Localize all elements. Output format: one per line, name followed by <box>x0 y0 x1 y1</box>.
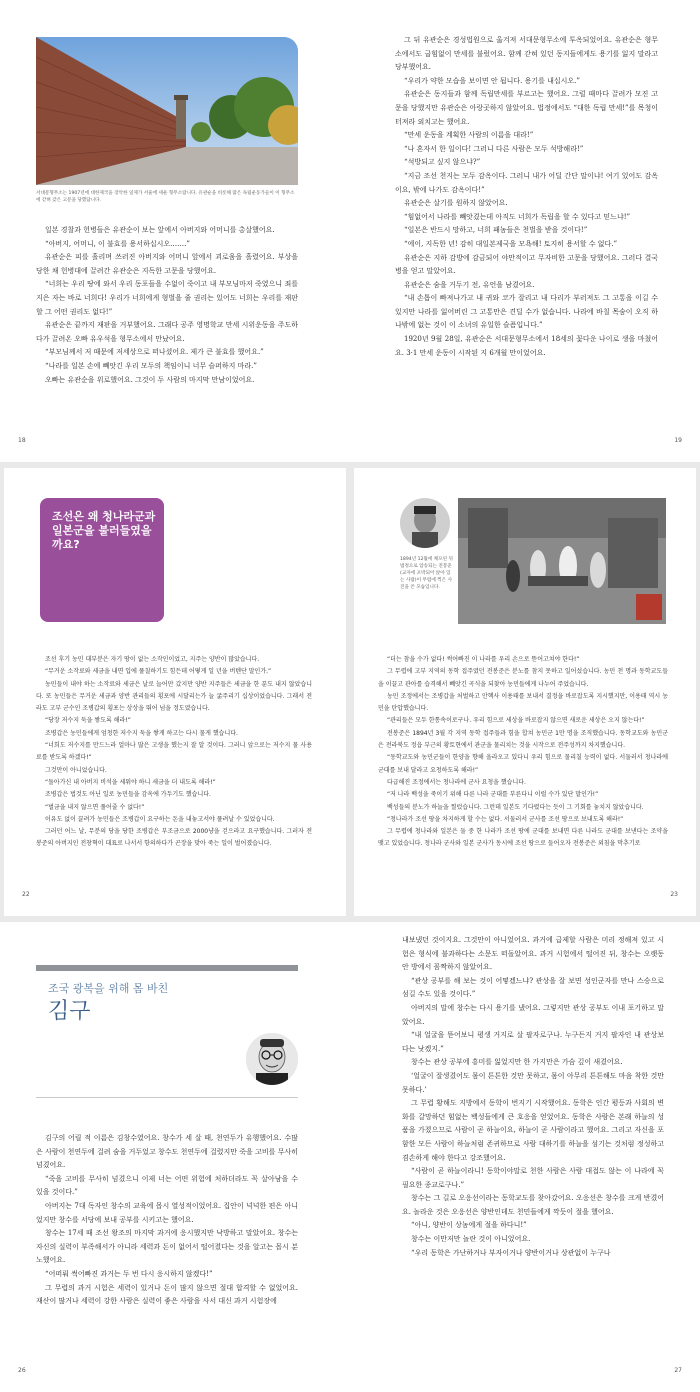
paragraph: 내보냈던 것이지요. 그것만이 아니었어요. 과거에 급제할 사람은 미리 정해져 있고 시험은 형식에 불과하다는 소문도 떠돌았어요. 과거 시험에서 떨어진 뒤, 창수는 오랫동안 방에서 꼼짝하지 않았어요. <box>402 936 664 972</box>
historic-photo <box>458 498 666 624</box>
paragraph: “만세 운동을 계획한 사람의 이름을 대라!” <box>404 131 534 140</box>
paragraph: 아버지의 말에 창수는 다시 용기를 냈어요. 그렇지만 관상 공부도 이내 포기하고 말았어요. <box>402 1003 664 1026</box>
paragraph: 그러던 어느 날, 무분의 당을 당한 조병갑은 부조금으로 2000냥을 걷으라고 요구했습니다. 그러자 전봉준의 아버지인 전창혁이 대표로 나서서 항의하다가 곤장을 맞아 죽는 일이 벌어졌습니다. <box>36 828 312 848</box>
paragraph: 창수는 그 길로 오응선이라는 동학교도를 찾아갔어요. 오응선은 창수를 크게 반겼어요. 놀라운 것은 오응선은 양반인데도 천민들에게 깍듯이 절을 했어요. <box>402 1194 664 1216</box>
paragraph: 아버지는 7대 독자인 창수의 교육에 몹시 열성적이었어요. 집안이 넉넉한 편은 아니었지만 창수를 서당에 보내 공부를 시키고는 했어요. <box>36 1201 298 1224</box>
paragraph: “에이, 지독한 년! 감히 대일본제국을 모욕해! 토지히 용서할 수 없다.” <box>404 239 618 248</box>
paragraph: “돌아가신 내 아버지 비석을 세워야 하니 세금을 더 내도록 해라!” <box>45 778 216 786</box>
photo-caption: 1894년 12월에 체포된 뒤 법정으로 압송되는 전봉준(교자에 포박되어 앉아 있는 사람)이 무렵에 찍은 사진을 쓴 모습입니다. <box>400 557 453 590</box>
paragraph: “무거운 소작료와 세금을 내면 입에 풀칠하기도 힘든데 어떻게 일 년을 버텐단 말인가.” <box>45 668 272 676</box>
page-18 <box>0 0 350 462</box>
paragraph: 조병갑은 법것도 아닌 일로 농민들을 감옥에 가두기도 했습니다. <box>45 791 211 799</box>
jeon-bongjun-portrait <box>400 498 450 548</box>
page-26 <box>0 922 350 1392</box>
paragraph: 농민들이 내야 하는 소작료와 세금은 날로 늘어만 갔지만 양반 지주들은 세금을 한 푼도 내지 않았습니다. 또 농민들은 무거운 세금과 양반 관리들의 횡포에 시달리는가 늘 굶주리기 십상이었습니다. 그래서 전라도 고부 군수인 조병갑의 횡포는 상상을 뛰어 넘을 정도였습니다. <box>36 680 312 713</box>
portrait-image <box>400 498 450 548</box>
page-number: 26 <box>18 1367 26 1374</box>
paragraph: 유관순은 살기를 원하지 않았어요. <box>404 199 508 208</box>
page-19 <box>350 0 700 462</box>
paragraph: 창수는 이만저만 놀란 것이 아니었어요. <box>411 1235 531 1244</box>
page-number: 23 <box>670 891 678 898</box>
chapter-title: 김구 <box>48 999 91 1024</box>
page-number: 19 <box>674 437 682 444</box>
body-text <box>36 224 298 387</box>
paragraph: “내 손톱이 빠져나가고 내 귀와 코가 잘리고 내 다리가 부러져도 그 고통을 이길 수 있지만 나라를 잃어버린 그 고통만은 견딜 수가 없습니다. 나라에 바칠 목숨이 오직 하나밖에 없는 것이 이 소녀의 유일한 슬픔입니다.” <box>395 294 658 330</box>
paragraph: “너희도 저수지를 만드느라 얼마나 많은 고생을 했는지 잘 알 것이다. 그러니 앞으로는 저수지 물 사용료를 받도록 하겠다!” <box>36 742 312 762</box>
paragraph: 유관순은 끝까지 재판을 거부했어요. 그래다 공주 영명학교 만세 시위운동을 주도하다가 끌려온 오빠 유우석을 형무소에서 만났어요. <box>36 321 298 343</box>
body-text <box>402 934 664 1260</box>
paragraph: 김구의 어릴 적 이름은 김창수였어요. 창수가 세 살 때, 천연두가 유행했어요. 수많은 사람이 천연두에 걸려 숨을 거두었고 창수도 천연두에 걸렸지만 죽을 고비를 무사히 넘겼어요. <box>36 1134 298 1170</box>
paragraph: “죽을 고비를 무사히 넘겼으니 이제 너는 어떤 위험에 처하더라도 꼭 살아남을 수 있을 것이다.” <box>36 1174 298 1197</box>
paragraph: 그 무렵에 청나라와 일본은 둘 중 한 나라가 조선 땅에 군대를 보내면 다른 나라도 군대를 보낸다는 조약을 맺고 있었습니다. 청나라 군사와 일본 군사가 동시에 조선 땅으로 들어오자 전봉준은 외침을 막추기로 <box>378 828 668 848</box>
paragraph: 유관순은 동지들과 함께 독립만세를 부르고는 했어요. 그럴 때마다 끌려가 모진 고문을 당했지만 유관순은 아랑곳하지 않았어요. 법정에서도 “대한 독립 만세!”를 목청이 터져라 외치고는 했어요. <box>395 90 658 126</box>
question-title: 조선은 왜 청나라군과 일본군을 불러들였을까요? <box>52 510 156 551</box>
page-23 <box>354 468 696 916</box>
paragraph: “우리 동학은 가난하거나 부자이거나 양반이거나 상관없이 누구나 <box>411 1248 611 1257</box>
page-22 <box>4 468 346 916</box>
paragraph: “저 나라 백성을 죽이기 위해 다른 나라 군대를 부른다니 이럴 수가 있단 말인가!” <box>387 791 599 799</box>
paragraph: 유관순은 피를 흘리며 쓰러진 아버지와 어머니 앞에서 괴로움을 흘렸어요. 부상을 당한 채 헌병대에 끌려간 유관순은 지독한 고문을 당했어요. <box>36 253 298 275</box>
paragraph: “당장 저수지 둑을 쌓도록 해라!” <box>45 717 131 725</box>
paragraph: “어떠뤄 썩어빠진 과거는 두 번 다시 응시하지 않겠다!” <box>45 1269 213 1278</box>
paragraph: “더는 참을 수가 없다! 썩어빠진 이 나라를 우리 손으로 뜯어고쳐야 한다!” <box>387 656 580 663</box>
photo-caption: 서대문형무소는 1907년에 대한제국을 장악한 일제가 서울에 세운 형무소랍니다. 유관순을 비롯해 많은 독립운동가들이 이 형무소에 갇혀 갖은 고문을 당했답니다. <box>36 191 295 203</box>
paragraph: “석방되고 싶지 않으냐?” <box>404 158 481 167</box>
paragraph: “관리들은 모두 한통속이로구나. 우리 힘으로 세상을 바로잡지 않으면 새로운 세상은 오지 않는다!” <box>387 717 645 725</box>
paragraph: 유관순은 지하 감방에 감금되어 야만적이고 무자비한 고문을 당했어요. 그러다 결국 병을 얻고 말았어요. <box>395 253 658 276</box>
paragraph: “아니, 양반이 상놈에게 절을 하다니!” <box>411 1221 527 1230</box>
prison-wall-photo <box>36 37 298 185</box>
paragraph: ‘얼굴이 잘생겼어도 몸이 튼튼한 것만 못하고, 몸이 아무리 튼튼해도 마음 착한 것만 못하다.’ <box>402 1071 664 1094</box>
prison-wall-image <box>36 37 298 185</box>
body-text <box>395 34 658 360</box>
paragraph: 그 무렵의 과거 시험은 세력이 있거나 돈이 많지 않으면 절대 합격할 수 없었어요. 재산이 많거나 세력이 강한 사람은 실력이 좋은 사람을 사서 대신 과거 시험장에 <box>36 1283 298 1306</box>
paragraph: 조병갑은 농민들에게 엄청한 저수지 둑을 쌓게 하고는 다시 물게 했습니다. <box>45 729 238 737</box>
title-rule <box>36 965 298 971</box>
paragraph: “청나라가 조선 땅을 차지하게 할 수는 없다. 서둘러서 군사를 조선 땅으로 보내도록 해라!” <box>387 815 624 823</box>
page-number: 22 <box>22 891 30 898</box>
paragraph: 백성들의 분노가 하늘을 찔렀습니다. 그런데 일본도 기다렸다는 듯이 그 기회를 놓치지 않았습니다. <box>387 803 644 811</box>
paragraph: 일본 경찰과 헌병들은 유관순이 보는 앞에서 아버지와 어머니를 총살했어요. <box>45 226 275 234</box>
historic-photo-image <box>458 498 666 624</box>
page-number: 18 <box>18 437 26 444</box>
paragraph: “힘없어서 나라를 빼앗겼는데 아직도 너희가 독립을 할 수 있다고 믿느냐!” <box>404 212 631 221</box>
spread-3 <box>0 922 700 1392</box>
paragraph: 창수는 관상 공부에 흥미를 잃었지만 한 가지만은 가슴 깊이 새겼어요. <box>411 1058 623 1067</box>
kim-gu-avatar <box>246 1033 298 1085</box>
paragraph: “나 혼자서 한 일이다! 그러니 다른 사람은 모두 석방해라!” <box>404 144 584 153</box>
paragraph: “내 얼굴을 뜯어보니 평생 거지로 살 팔자로구나. 누구든지 거지 팔자인 내 관상보다는 낫겠지.” <box>402 1031 664 1053</box>
paragraph: “너희는 우리 땅에 와서 우리 동포들을 수없이 죽이고 내 부모님마저 죽였으니 죄를 지은 자는 바로 너희다! 우리가 너희에게 형벌을 줄 권리는 있어도 너희는 우리를 재판할 그 어떤 권리도 없다!” <box>36 280 298 316</box>
spread-1 <box>0 0 700 462</box>
avatar-image <box>246 1033 298 1085</box>
paragraph: 그것만이 아니었습니다. <box>45 766 107 774</box>
paragraph: “아버지, 어머니, 이 불효를 용서하십시오…….” <box>45 239 190 248</box>
question-box <box>40 498 164 622</box>
paragraph: “우리가 약한 모습을 보이면 안 됩니다. 용기를 내십시오.” <box>404 76 580 85</box>
paragraph: 오빠는 유관순을 위로했어요. 그것이 두 사람의 마지막 만남이었어요. <box>45 375 255 384</box>
paragraph: 전봉준은 1894년 3월 각 지역 동학 접주들과 힘을 합쳐 농민군 1만 명을 조직했습니다. 동학교도와 농민군은 전라북도 정읍 부근의 황토현에서 관군을 물리치는 것을 시작으로 전주성까지 차지했습니다. <box>378 729 668 750</box>
paragraph: “벌금을 내지 않으면 풀어줄 수 없다!” <box>45 803 145 811</box>
chapter-kicker: 조국 광복을 위해 몸 바친 <box>48 982 169 995</box>
paragraph: 이유도 없이 끌려가 농민들은 조병갑이 요구하는 돈을 내놓고서야 풀려날 수 있었습니다. <box>45 815 275 823</box>
page-number: 27 <box>674 1367 682 1374</box>
paragraph: 창수는 17세 때 조선 왕조의 마지막 과거에 응시했지만 낙방하고 말았어요. 창수는 자신의 실력이 부족해서가 아니라 세력과 돈이 없어서 떨어졌다는 것을 알고는 몹시 분노했어요. <box>36 1229 298 1265</box>
paragraph: 그 무렵에 고부 지역의 동학 접주였던 전봉준은 분노를 참지 못하고 일어섰습니다. 농민 천 명과 동학교도들을 이끌고 관아를 습격해서 빼앗긴 곡식을 되찾아 농민들에게 나누어 주었습니다. <box>378 668 668 688</box>
paragraph: 농민 조정에서는 조병갑을 처벌하고 안핵사 이용태를 보내서 결정을 바로잡도록 지시했지만, 이용태 역시 농민을 탄압했습니다. <box>378 692 668 713</box>
paragraph: “부모님께서 저 때문에 저세상으로 떠나셨어요. 제가 큰 불효를 했어요.” <box>45 348 264 357</box>
paragraph: 그 무렵 황해도 지방에서 동학이 번지기 시작했어요. 동학은 인간 평등과 사회의 변화를 갈망하던 힘없는 백성들에게 큰 호응을 얻었어요. 동학은 사람은 본래 하늘의 성품을 가졌으므로 사람이 곧 하늘이요, 하늘이 곧 사람이라고 했어요. 그리고 자신을 포함한 모든 사람이 하늘처럼 존귀하므로 사람 대하기를 하늘을 섬기는 것처럼 정성하고 겸손하게 해야 한다고 강조했어요. <box>402 1099 664 1162</box>
divider <box>36 1097 298 1098</box>
paragraph: 1920년 9월 28일, 유관순은 서대문형무소에서 18세의 꽃다운 나이로 생을 마쳤어요. 3·1 만세 운동이 시작된 지 6개월 만이었어요. <box>395 335 658 357</box>
body-text <box>36 654 312 851</box>
paragraph: “동학교도와 농민군들이 한양을 향해 올라오고 있다니 우리 힘으로 물리칠 능력이 없다. 서둘러서 청나라에 군대를 보내 달라고 요청하도록 해라!” <box>378 754 668 774</box>
body-text <box>36 1132 298 1309</box>
paragraph: “일본은 반드시 망하고, 너희 패놈들은 천벌을 받을 것이다!” <box>404 226 588 235</box>
paragraph: “지금 조선 천지는 모두 감옥이다. 그러니 내가 어딜 간단 말이냐! 여기 있어도 감옥이요, 밖에 나가도 감옥이다!” <box>395 171 658 194</box>
body-text <box>378 654 668 851</box>
paragraph: 그 뒤 유관순은 경성법원으로 옮겨져 서대문형무소에 투옥되었어요. 유관순은 형무소에서도 굽힘없이 만세를 불렀어요. 함께 갇혀 있던 동지들에게도 용기를 잃지 말라고 당부했어요. <box>395 36 658 72</box>
page-27 <box>350 922 700 1392</box>
paragraph: “사람이 곧 하늘이라니! 동학이야말로 천한 사람은 사람 대접도 않는 이 나라에 꼭 필요한 종교로구나.” <box>402 1167 664 1189</box>
paragraph: 다급해진 조정에서는 청나라에 군사 요청을 했습니다. <box>387 778 526 786</box>
spread-2 <box>0 462 700 922</box>
paragraph: “나라를 일본 손에 빼앗긴 우리 모두의 책임이니 너무 슬퍼하지 마라.” <box>45 361 257 370</box>
paragraph: 조선 후기 농민 대부분은 자기 땅이 없는 소작인이었고, 지주는 양반이 많았습니다. <box>45 656 260 663</box>
paragraph: 유관순은 숨을 거두기 전, 유언을 남겼어요. <box>404 280 535 289</box>
paragraph: “관상 공부를 해 보는 것이 어떻겠느냐? 관상을 잘 보면 성인군자를 만나 스승으로 섬길 수도 있을 것이다.” <box>402 976 664 999</box>
